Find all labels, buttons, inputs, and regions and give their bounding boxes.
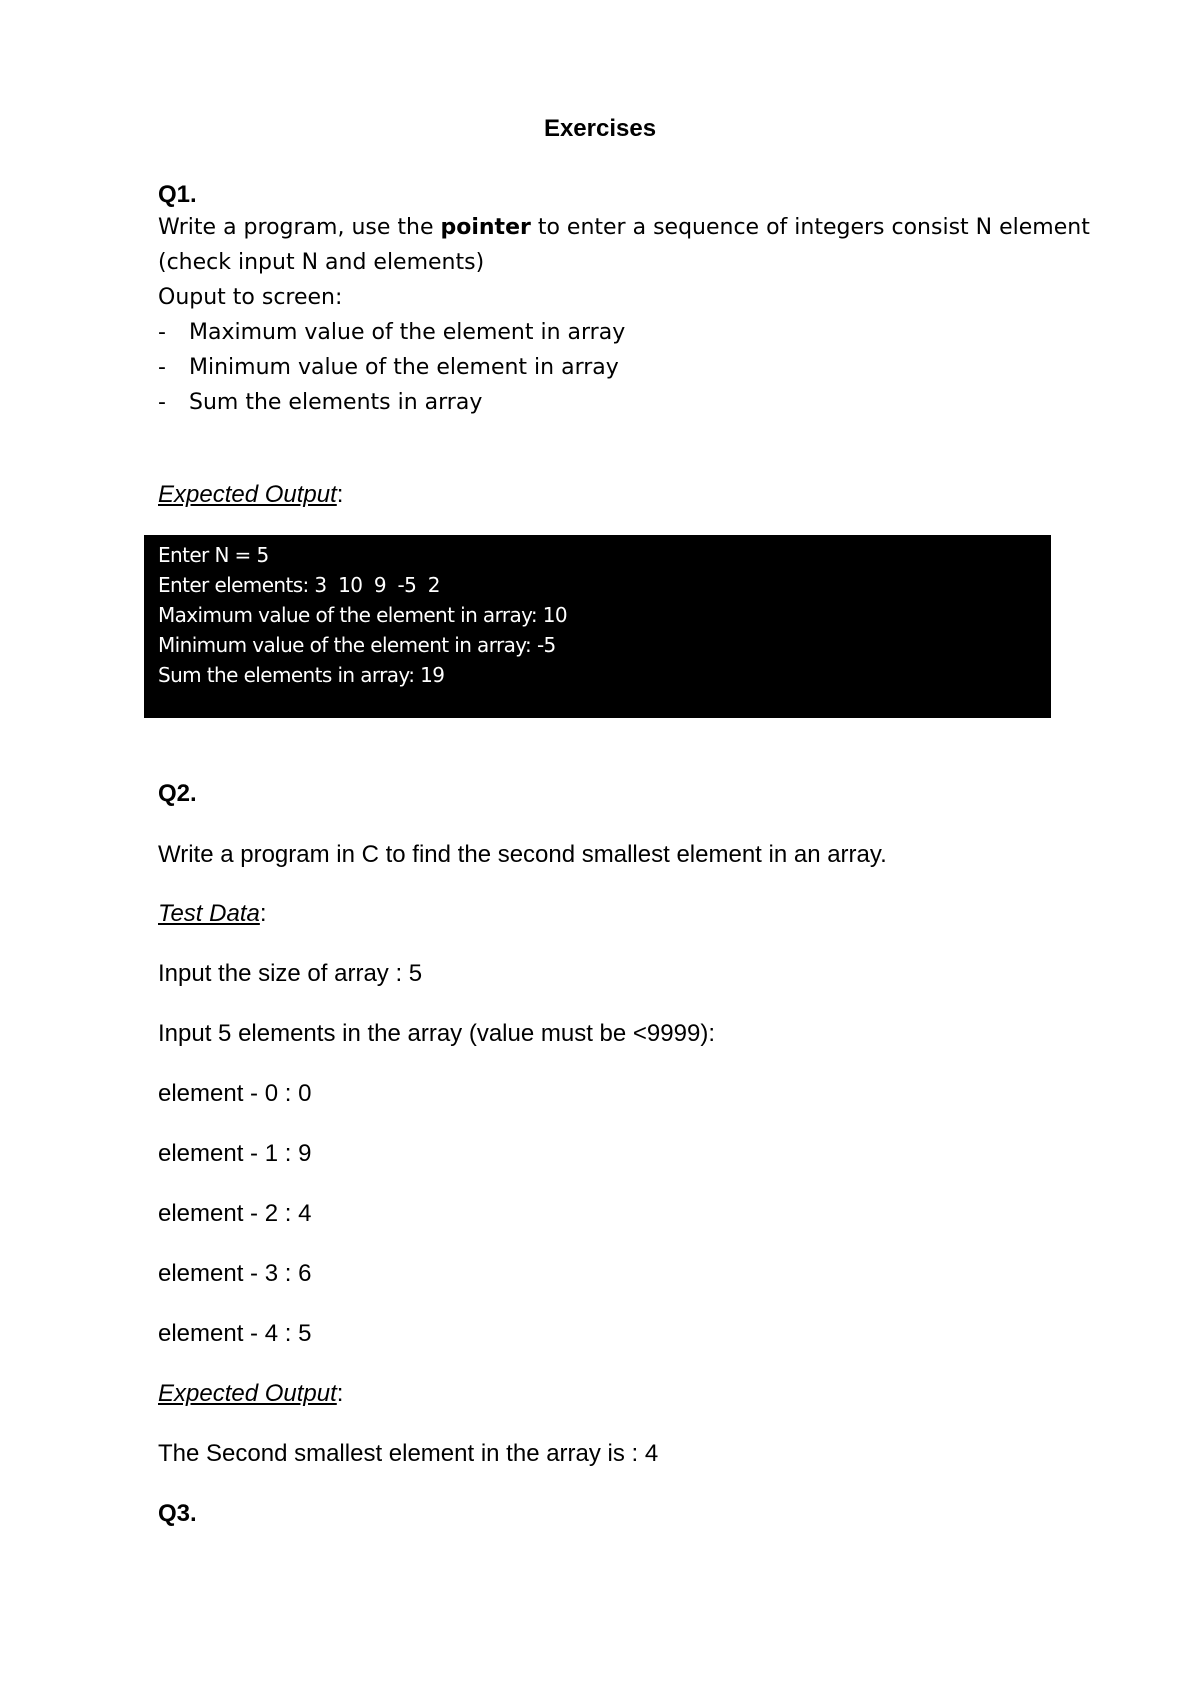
q2-line-size: Input the size of array : 5 bbox=[158, 960, 423, 987]
bullet-dash: - bbox=[158, 390, 166, 415]
label-colon: : bbox=[259, 900, 267, 927]
terminal-line: Maximum value of the element in array: 10 bbox=[158, 603, 568, 627]
page-title: Exercises bbox=[543, 115, 657, 142]
q1-bullet-item bbox=[158, 315, 1138, 350]
bullet-text: Minimum value of the element in array bbox=[189, 355, 619, 380]
q1-line-3: Ouput to screen: bbox=[158, 285, 343, 310]
label-colon: : bbox=[336, 481, 344, 508]
q1-line-2: (check input N and elements) bbox=[158, 250, 485, 275]
q2-expected-output-label bbox=[158, 1379, 343, 1409]
q1-line-1-pre: Write a program, use the bbox=[158, 215, 441, 240]
q2-heading: Q2. bbox=[158, 780, 197, 807]
bullet-dash: - bbox=[158, 355, 166, 380]
q1-keyword-pointer: pointer bbox=[440, 215, 531, 240]
q3-heading: Q3. bbox=[158, 1500, 197, 1527]
terminal-line: Enter elements: 3 10 9 -5 2 bbox=[158, 573, 440, 597]
terminal-line: Sum the elements in array: 19 bbox=[158, 663, 445, 687]
q1-body bbox=[158, 210, 1138, 420]
q1-line-1-post: to enter a sequence of integers consist N element bbox=[530, 215, 1090, 240]
terminal-line: Minimum value of the element in array: -5 bbox=[158, 633, 556, 657]
label-colon: : bbox=[336, 1380, 344, 1407]
q2-result: The Second smallest element in the array is : 4 bbox=[158, 1440, 659, 1467]
q2-test-data-label bbox=[158, 899, 267, 929]
q2-element-line: element - 4 : 5 bbox=[158, 1320, 312, 1347]
terminal-line: Enter N = 5 bbox=[158, 543, 269, 567]
q2-prompt: Write a program in C to find the second smallest element in an array. bbox=[158, 841, 887, 868]
bullet-dash: - bbox=[158, 320, 166, 345]
terminal-output-box bbox=[144, 535, 1051, 718]
bullet-text: Sum the elements in array bbox=[189, 390, 483, 415]
q1-heading: Q1. bbox=[158, 181, 197, 208]
q2-element-line: element - 0 : 0 bbox=[158, 1080, 312, 1107]
test-data-text: Test Data bbox=[158, 900, 260, 927]
q1-bullet-item bbox=[158, 385, 1138, 420]
q1-line-1 bbox=[158, 210, 1138, 245]
expected-output-text: Expected Output bbox=[158, 1380, 337, 1407]
q2-element-line: element - 2 : 4 bbox=[158, 1200, 312, 1227]
q2-element-line: element - 1 : 9 bbox=[158, 1140, 312, 1167]
q1-expected-output-label bbox=[158, 480, 343, 510]
q2-element-line: element - 3 : 6 bbox=[158, 1260, 312, 1287]
q2-line-input: Input 5 elements in the array (value must be <9999): bbox=[158, 1020, 715, 1047]
expected-output-text: Expected Output bbox=[158, 481, 337, 508]
bullet-text: Maximum value of the element in array bbox=[189, 320, 626, 345]
q1-bullet-item bbox=[158, 350, 1138, 385]
q1-bullet-list bbox=[158, 315, 1138, 420]
